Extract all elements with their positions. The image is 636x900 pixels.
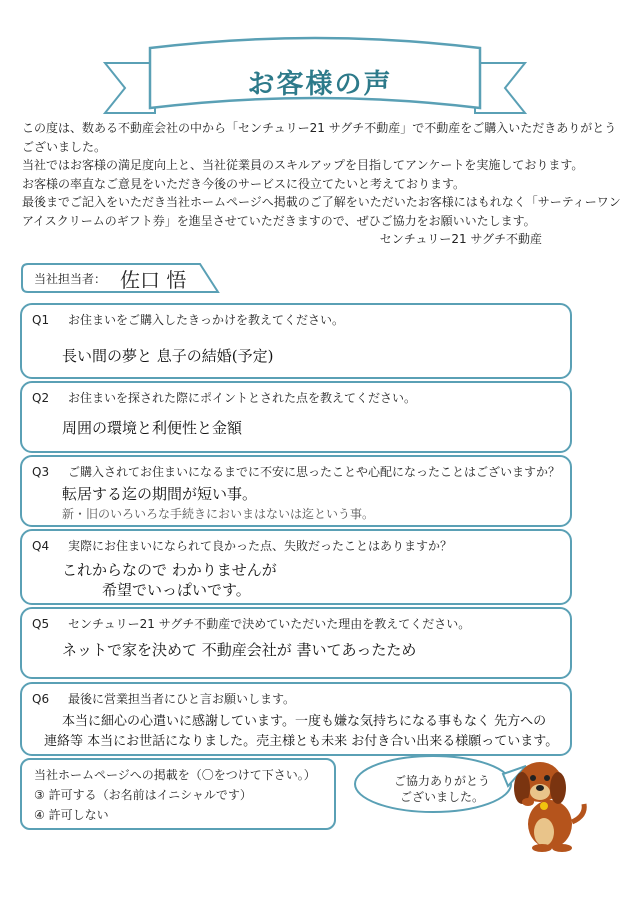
question-q6 [20,682,572,756]
question-number: Q6 [32,692,50,706]
consent-box [20,758,336,830]
question-number: Q1 [32,313,50,327]
staff-name: 佐口 悟 [120,268,187,292]
answer-text: 転居する迄の期間が短い事。 [62,485,258,503]
answer-text-line2: 新・旧のいろいろな手続きにおいまはないは迄という事。 [62,507,375,521]
question-text: お住まいを探された際にポイントとされた点を教えてください。 [68,391,417,405]
staff-field [20,262,220,294]
answer-text-line2: 希望でいっぱいです。 [102,581,251,599]
question-q3 [20,455,572,527]
dog-mascot-icon [500,752,590,852]
answer-text: これからなので わかりませんが [62,561,277,579]
staff-label: 当社担当者： [34,272,107,286]
question-text: ご購入されてお住まいになるまでに不安に思ったことや心配になったことはございますか？ [68,465,561,479]
answer-text: 本当に細心の心遣いに感謝しています。一度も嫌な気持ちになる事もなく 先方への [62,714,547,729]
page-title: お客様の声 [247,69,393,100]
intro-paragraph: お客様の率直なご意見をいただき今後のサービスに役立てたいと考えております。 [22,176,466,191]
question-number: Q3 [32,465,50,479]
thanks-line: ございました。 [399,790,484,804]
question-text: 実際にお住まいになられて良かった点、失敗だったことはありますか？ [68,539,453,553]
consent-heading: 当社ホームページへの掲載を（〇をつけて下さい。） [34,768,316,782]
question-number: Q5 [32,617,50,631]
question-q1 [20,303,572,379]
question-q5 [20,607,572,679]
question-number: Q4 [32,539,50,553]
intro-paragraph: 最後までご記入をいただき当社ホームページへ掲載のご了解をいただいたお客様にはもれなく「サーティーワンアイスクリームのギフト券」を進呈させていただきますので、ぜひご協力をお願いいたします。 [22,195,621,228]
consent-option-deny[interactable]: ④ 許可しない [34,808,109,822]
question-text: お住まいをご購入したきっかけを教えてください。 [68,313,345,327]
question-text: 最後に営業担当者にひと言お願いします。 [68,692,296,706]
intro-paragraph: 当社ではお客様の満足度向上と、当社従業員のスキルアップを目指してアンケートを実施しております。 [22,158,584,172]
answer-text: ネットで家を決めて 不動産会社が 書いてあったため [62,641,417,659]
thanks-line: ご協力ありがとう [393,774,490,788]
answer-text: 長い間の夢と 息子の結婚(予定) [62,347,274,365]
answer-text-line2: 連絡等 本当にお世話になりました。売主様とも未来 お付き合い出来る様願っています。 [44,734,559,749]
question-q2 [20,381,572,453]
intro-paragraph: この度は、数ある不動産会社の中から「センチュリー21 サグチ不動産」で不動産をご購入いただきありがとうございました。 [22,121,617,154]
consent-option-allow[interactable]: ③ 許可する（お名前はイニシャルです） [34,788,252,802]
answer-text: 周囲の環境と利便性と金額 [62,419,243,437]
intro-text [22,119,622,249]
question-number: Q2 [32,391,50,405]
thanks-text [372,773,512,805]
question-q4 [20,529,572,605]
question-text: センチュリー21 サグチ不動産で決めていただいた理由を教えてください。 [68,617,471,631]
signature: センチュリー21 サグチ不動産 [379,232,542,246]
